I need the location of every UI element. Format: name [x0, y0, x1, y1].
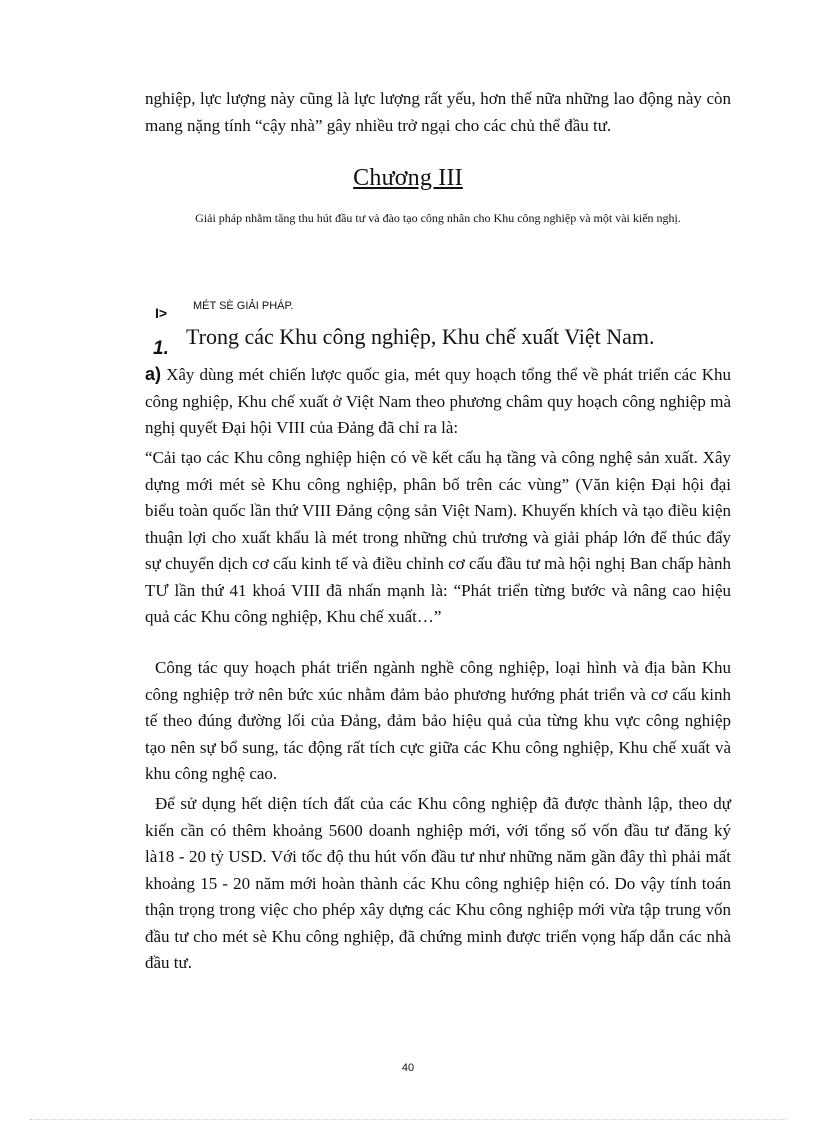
- item-marker: a): [145, 364, 162, 384]
- paragraph-a-text: Xây dùng mét chiến lược quốc gia, mét quy hoạch tổng thể về phát triển các Khu công nghiệp, Khu chế xuất ở Việt Nam theo phương châm quy hoạch công nghiệp mà nghị quyết Đại hội VIII của Đảng đã chỉ ra là:: [145, 365, 732, 437]
- page-bottom-divider: [30, 1119, 786, 1120]
- chapter-subtitle: Giải pháp nhằm tăng thu hút đầu tư và đào tạo công nhân cho Khu công nghiệp và một vài kiến nghị.: [195, 211, 681, 225]
- section-label: MÉT SÈ GIẢI PHÁP.: [193, 300, 294, 312]
- page-number: 40: [401, 1062, 415, 1074]
- chapter-title: Chương III: [353, 165, 463, 191]
- paragraph-quote: “Cải tạo các Khu công nghiệp hiện có về kết cấu hạ tầng và công nghệ sản xuất. Xây dựng mới mét sè Khu công nghiệp, phân bố trên các vùng” (Văn kiện Đại hội đại biểu toàn quốc lần thứ VIII Đảng cộng sản Việt Nam). Khuyến khích và tạo điều kiện thuận lợi cho xuất khẩu là mét trong những chủ trương và giải pháp lớn để thúc đẩy sự chuyển dịch cơ cấu kinh tế và điều chỉnh cơ cấu đầu tư mà hội nghị Ban chấp hành TƯ lần thứ 41 khoá VIII đã nhấn mạnh là: “Phát triển từng bước và nâng cao hiệu quả các Khu công nghiệp, Khu chế xuất…”: [145, 448, 731, 626]
- heading-number: 1.: [153, 338, 169, 359]
- paragraph-intro: nghiệp, lực lượng này cũng là lực lượng rất yếu, hơn thế nữa những lao động này còn mang nặng tính “cậy nhà” gây nhiều trở ngại cho các chủ thể đầu tư.: [145, 89, 731, 135]
- paragraph-land-use: Để sử dụng hết diện tích đất của các Khu công nghiệp đã được thành lập, theo dự kiến cần có thêm khoảng 5600 doanh nghiệp mới, với tổng số vốn đầu tư đăng ký là18 - 20 tỷ USD. Với tốc độ thu hút vốn đầu tư như những năm gần đây thì phải mất khoảng 15 - 20 năm mới hoàn thành các Khu công nghiệp hiện có. Do vậy tính toán thận trọng trong việc cho phép xây dựng các Khu công nghiệp mới vừa tập trung vốn đầu tư cho mét sè Khu công nghiệp, đã chứng minh được triển vọng hấp dẫn các nhà đầu tư.: [145, 794, 731, 972]
- section-marker: I>: [155, 305, 168, 321]
- section-heading: Trong các Khu công nghiệp, Khu chế xuất Việt Nam.: [186, 324, 655, 349]
- paragraph-planning: Công tác quy hoạch phát triển ngành nghề công nghiệp, loại hình và địa bàn Khu công nghiệp trở nên bức xúc nhằm đảm bảo phương hướng phát triển và cơ cấu kinh tế theo đúng đường lối của Đảng, đảm bảo hiệu quả của từng khu vực công nghiệp tạo nên sự bổ sung, tác động rất tích cực giữa các Khu công nghiệp, Khu chế xuất và khu công nghệ cao.: [145, 658, 731, 783]
- paragraph-a: [145, 361, 731, 442]
